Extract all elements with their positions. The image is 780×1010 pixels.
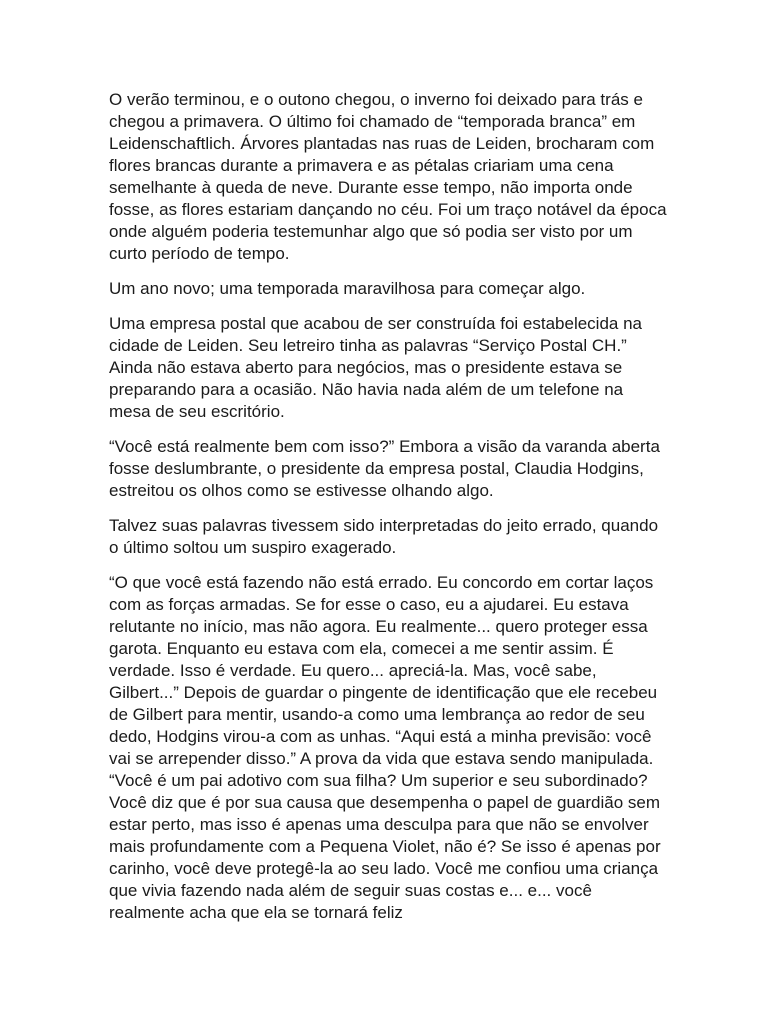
paragraph-1: O verão terminou, e o outono chegou, o inverno foi deixado para trás e chegou a primavera. O último foi chamado de “temporada branca” em Leidenschaftlich. Árvores plantadas nas ruas de Leiden, brocharam com flores brancas durante a primavera e as pétalas criariam uma cena semelhante à queda de neve. Durante esse tempo, não importa onde fosse, as flores estariam dançando no céu. Foi um traço notável da época onde alguém poderia testemunhar algo que só podia ser visto por um curto período de tempo. (109, 90, 667, 263)
document-page (109, 89, 669, 937)
paragraph-3: Uma empresa postal que acabou de ser construída foi estabelecida na cidade de Leiden. Seu letreiro tinha as palavras “Serviço Postal CH.” Ainda não estava aberto para negócios, mas o presidente estava se preparando para a ocasião. Não havia nada além de um telefone na mesa de seu escritório. (109, 314, 642, 421)
paragraph-5: Talvez suas palavras tivessem sido interpretadas do jeito errado, quando o último soltou um suspiro exagerado. (109, 516, 659, 557)
paragraph-2: Um ano novo; uma temporada maravilhosa para começar algo. (109, 279, 586, 298)
paragraph-6: “O que você está fazendo não está errado. Eu concordo em cortar laços com as forças armadas. Se for esse o caso, eu a ajudarei. Eu estava relutante no início, mas não agora. Eu realmente... quero proteger essa garota. Enquanto eu estava com ela, comecei a me sentir assim. É verdade. Isso é verdade. Eu quero... apreciá-la. Mas, você sabe, Gilbert...” Depois de guardar o pingente de identificação que ele recebeu de Gilbert para mentir, usando-a como uma lembrança ao redor de seu dedo, Hodgins virou-a com as unhas. “Aqui está a minha previsão: você vai se arrepender disso.” A prova da vida que estava sendo manipulada. “Você é um pai adotivo com sua filha? Um superior e seu subordinado? Você diz que é por sua causa que desempenha o papel de guardião sem estar perto, mas isso é apenas uma desculpa para que não se envolver mais profundamente com a Pequena Violet, não é? Se isso é apenas por carinho, você deve protegê-la ao seu lado. Você me confiou uma criança que vivia fazendo nada além de seguir suas costas e... e... você realmente acha que ela se tornará feliz (109, 573, 661, 922)
paragraph-4: “Você está realmente bem com isso?” Embora a visão da varanda aberta fosse deslumbrante, o presidente da empresa postal, Claudia Hodgins, estreitou os olhos como se estivesse olhando algo. (109, 437, 660, 500)
